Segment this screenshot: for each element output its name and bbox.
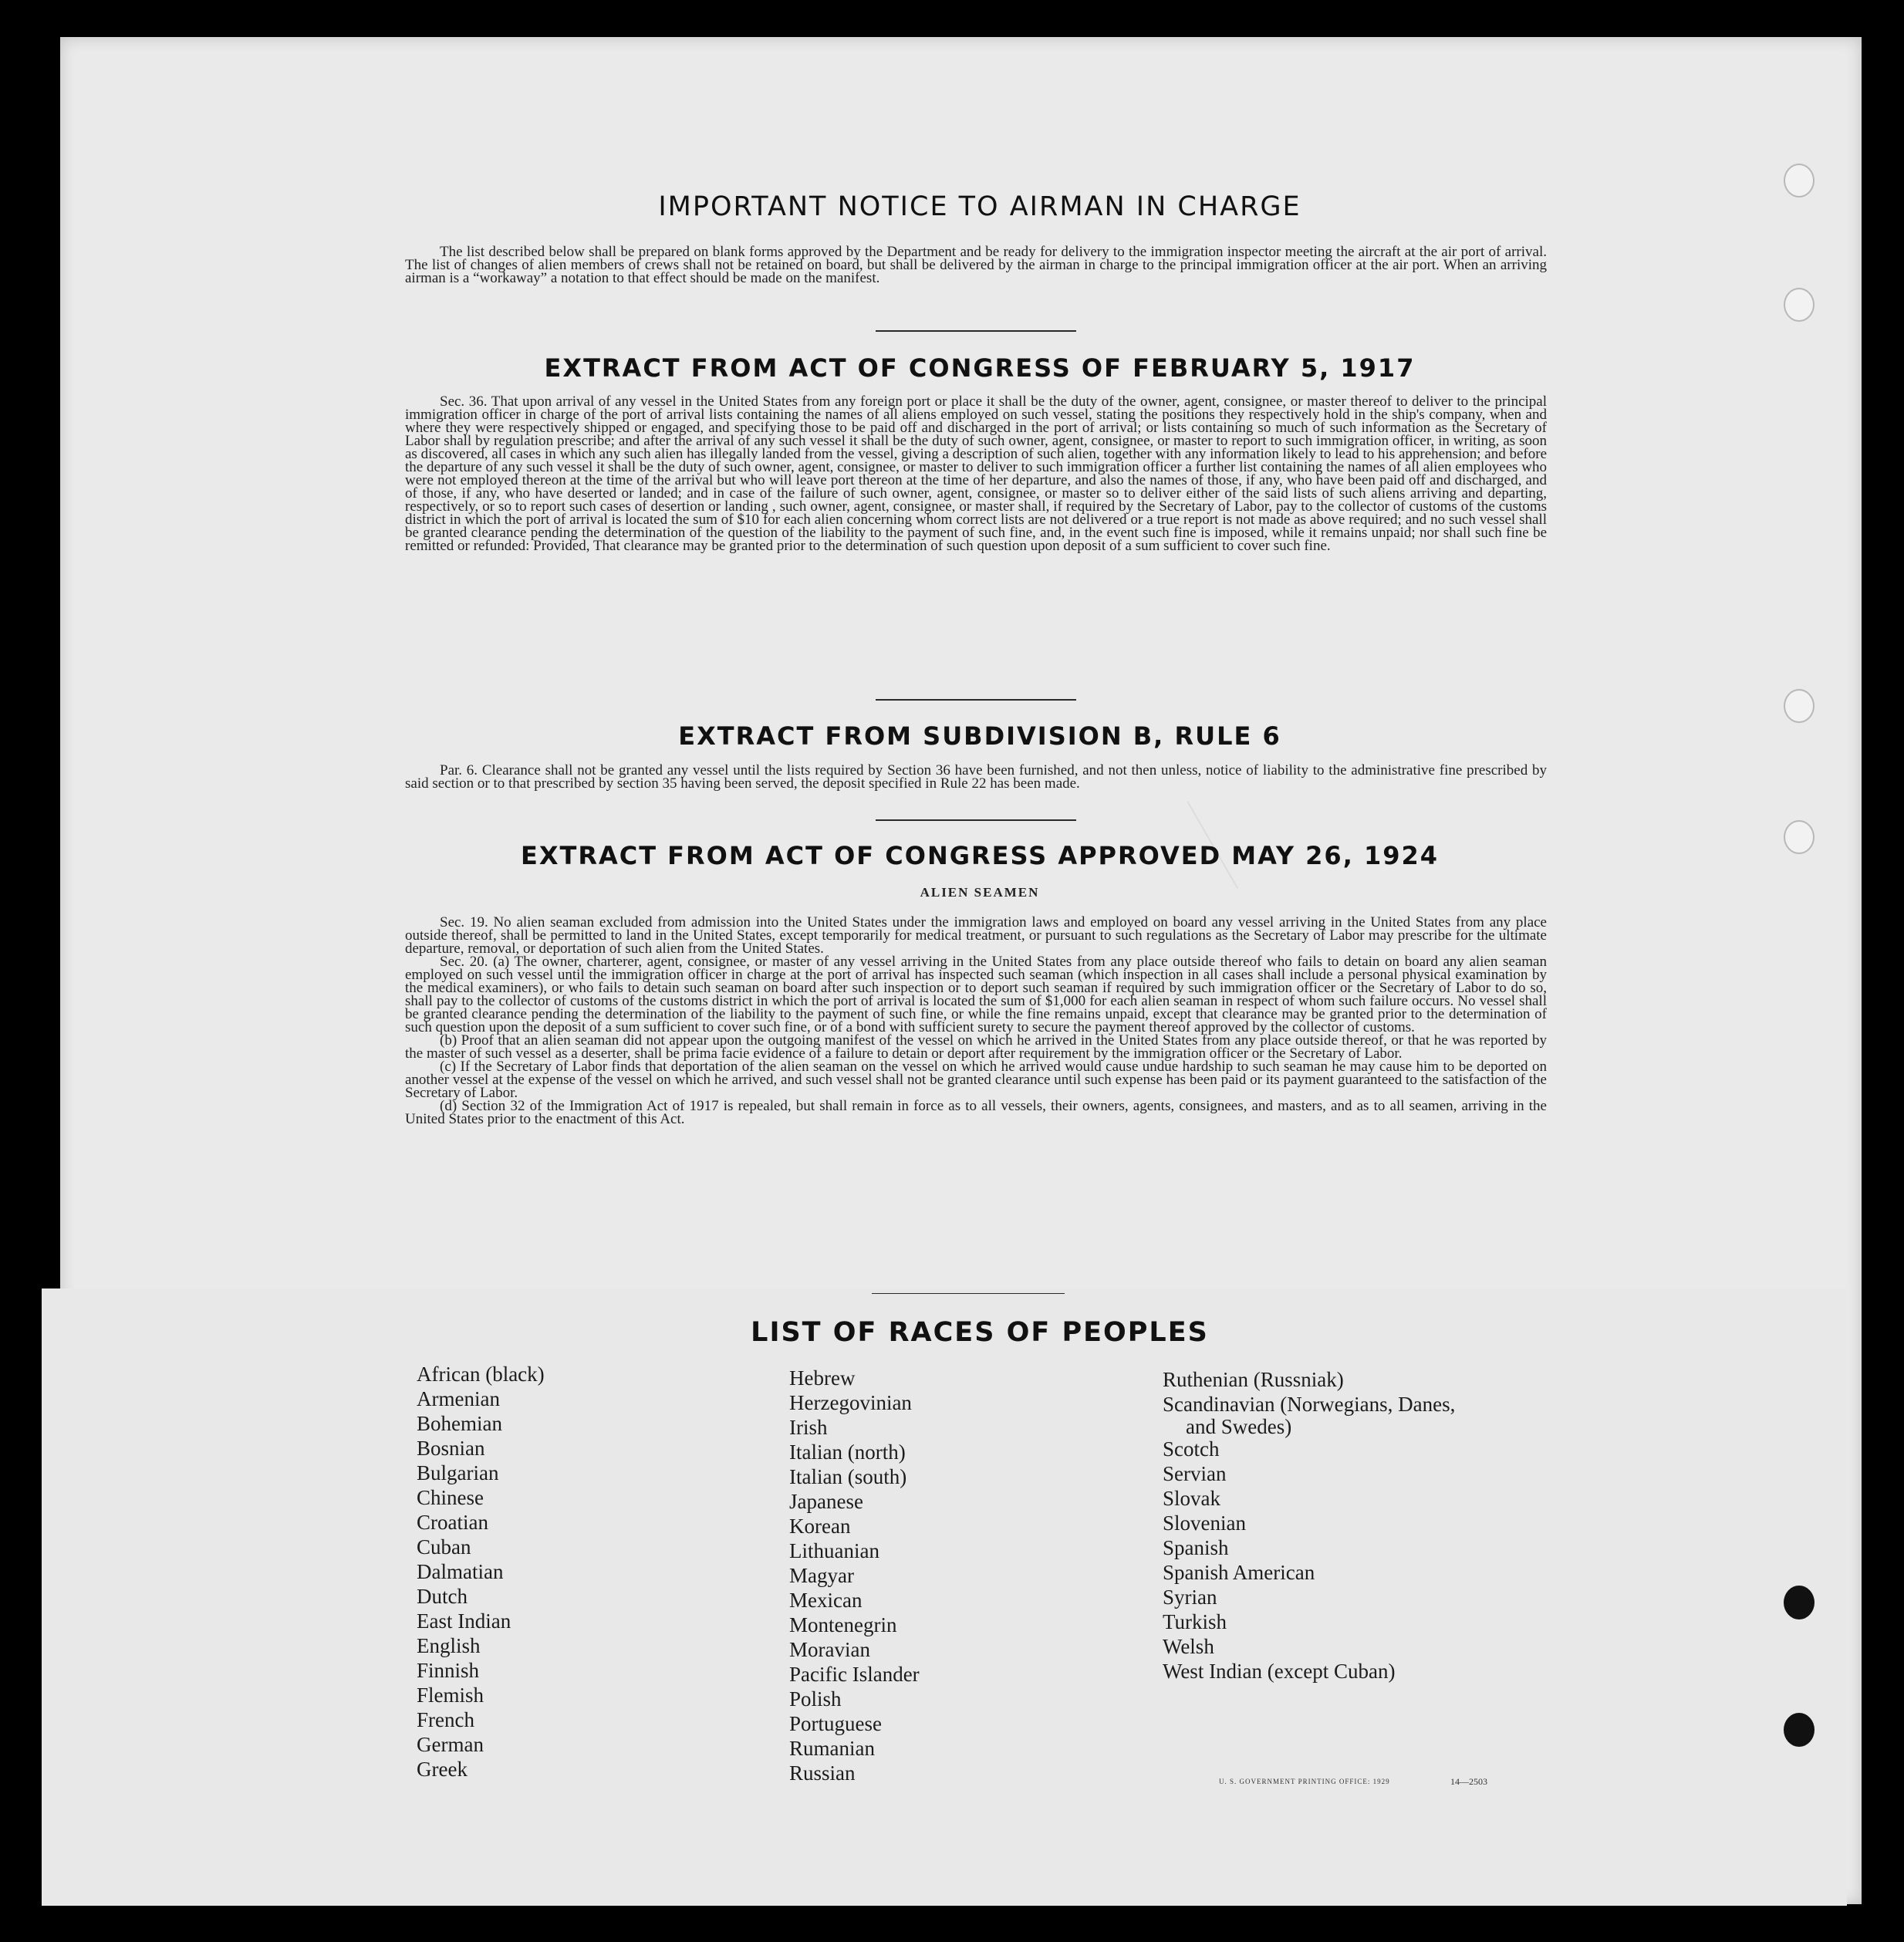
race-item: Chinese bbox=[417, 1486, 484, 1509]
race-item: Turkish bbox=[1163, 1610, 1227, 1633]
race-item: Finnish bbox=[417, 1659, 480, 1682]
race-item: Cuban bbox=[417, 1535, 471, 1559]
race-item: Russian bbox=[789, 1761, 856, 1785]
race-item: Slovenian bbox=[1163, 1511, 1246, 1535]
race-item: Pacific Islander bbox=[789, 1663, 920, 1686]
races-column-2 bbox=[789, 1366, 920, 1785]
printer-imprint: U. S. GOVERNMENT PRINTING OFFICE: 1929 bbox=[1219, 1778, 1390, 1785]
races-column-1 bbox=[417, 1362, 545, 1782]
race-item: Herzegovinian bbox=[789, 1391, 912, 1414]
rule-6-paragraph: Par. 6. Clearance shall not be granted any vessel until the lists required by Section 36 have been furnished, and not then unless, notice of liability to the administrative fine prescribed by said section or to that prescribed by section 35 having been served, the deposit specified in Rule 22 has been made. bbox=[405, 762, 1547, 792]
race-item: Armenian bbox=[417, 1387, 500, 1410]
race-item: Montenegrin bbox=[789, 1613, 897, 1636]
act-1924-body bbox=[405, 916, 1547, 1126]
race-item: Moravian bbox=[789, 1638, 870, 1661]
race-item: English bbox=[417, 1634, 481, 1657]
races-column-3 bbox=[1163, 1367, 1455, 1684]
race-item: Greek bbox=[417, 1758, 468, 1781]
race-item: Spanish bbox=[1163, 1536, 1229, 1559]
race-item: East Indian bbox=[417, 1609, 511, 1633]
race-item: Ruthenian (Russniak) bbox=[1163, 1368, 1344, 1391]
race-item: African (black) bbox=[417, 1363, 545, 1386]
race-item: French bbox=[417, 1708, 474, 1731]
race-item: Syrian bbox=[1163, 1586, 1217, 1609]
rule-6-body bbox=[405, 764, 1547, 790]
act-1924-sec-19: Sec. 19. No alien seaman excluded from admission into the United States under the immigration laws and employed on board any vessel arriving in the United States from any place outside thereof, shall be permitted to land in the United States, except temporarily for medical treatment, or pursuant to such regulations as the Secretary of Labor may prescribe for the ultimate departure, removal, or deportation of such alien from the United States. bbox=[405, 914, 1547, 957]
act-1917-paragraph: Sec. 36. That upon arrival of any vessel in the United States from any foreign port or place it shall be the duty of the owner, agent, consignee, or master thereof to deliver to the principal immigration officer in charge of the port of arrival lists containing the names of all aliens employed on such vessel, stating the positions they respectively hold in the ship's company, when and where they were respectively shipped or engaged, and specifying those to be paid off and discharged in the port of arrival; or lists containing so much of such information as the Secretary of Labor shall by regulation prescribe; and after the arrival of any such vessel it shall be the duty of such owner, agent, consignee, or master to report to such immigration officer, in writing, as soon as discovered, all cases in which any such alien has illegally landed from the vessel, giving a description of such alien, together with any information likely to lead to his apprehension; and before the departure of any such vessel it shall be the duty of such owner, agent, consignee, or master to deliver to such immigration officer a further list containing the names of all alien employees who were not employed thereon at the time of the arrival but who will leave port thereon at the time of her departure, and also the names of those, if any, who have been paid off and discharged, and of those, if any, who have deserted or landed; and in case of the failure of such owner, agent, consignee, or master so to deliver either of the said lists of such aliens arriving and departing, respectively, or so to report such cases of desertion or landing , such owner, agent, consignee, or master shall, if required by the Secretary of Labor, pay to the collector of customs of the customs district in which the port of arrival is located the sum of $10 for each alien concerning whom correct lists are not delivered or a true report is not made as above required; and no such vessel shall be granted clearance pending the determination of the question of the liability to the payment of such fine, and, in the event such fine is imposed, while it remains unpaid; nor shall such fine be remitted or refunded: Provided, That clearance may be granted prior to the determination of such question upon deposit of a sum sufficient to cover such fine. bbox=[405, 393, 1547, 554]
race-item: Scotch bbox=[1163, 1437, 1220, 1461]
notice-title: IMPORTANT NOTICE TO AIRMAN IN CHARGE bbox=[658, 191, 1301, 222]
race-item: Portuguese bbox=[789, 1712, 882, 1735]
race-item: Scandinavian (Norwegians, Danes, bbox=[1163, 1393, 1456, 1416]
race-item: Mexican bbox=[789, 1589, 863, 1612]
race-item: Magyar bbox=[789, 1564, 854, 1587]
race-item: Dutch bbox=[417, 1585, 468, 1608]
section-divider bbox=[872, 1293, 1065, 1294]
race-item: Polish bbox=[789, 1687, 842, 1711]
section-divider bbox=[876, 330, 1076, 332]
race-item: Bohemian bbox=[417, 1412, 502, 1435]
form-number: 14—2503 bbox=[1450, 1776, 1487, 1787]
race-item: Bosnian bbox=[417, 1437, 485, 1460]
race-item: Italian (south) bbox=[789, 1465, 907, 1488]
act-1924-subtitle: ALIEN SEAMEN bbox=[920, 885, 1040, 900]
notice-body bbox=[405, 245, 1547, 285]
section-divider bbox=[876, 819, 1076, 821]
race-item: Korean bbox=[789, 1515, 851, 1538]
act-1917-title: EXTRACT FROM ACT OF CONGRESS OF FEBRUARY 5, 1917 bbox=[544, 353, 1416, 383]
race-item: West Indian (except Cuban) bbox=[1163, 1660, 1396, 1683]
race-item: Welsh bbox=[1163, 1635, 1214, 1658]
race-item-continuation: and Swedes) bbox=[1186, 1415, 1292, 1438]
race-item: Japanese bbox=[789, 1490, 863, 1513]
race-item: Italian (north) bbox=[789, 1440, 906, 1464]
race-item: Lithuanian bbox=[789, 1539, 879, 1562]
act-1924-sec-20b: (b) Proof that an alien seaman did not appear upon the outgoing manifest of the vessel on which he arrived in the United States from any place outside thereof, or that he was reported by the master of such vessel as a deserter, shall be prima facie evidence of a failure to detain or deport after requirement by the immigration officer or the Secretary of Labor. bbox=[405, 1032, 1547, 1062]
race-item: Servian bbox=[1163, 1462, 1227, 1485]
race-item: Flemish bbox=[417, 1684, 484, 1707]
rule-6-title: EXTRACT FROM SUBDIVISION B, RULE 6 bbox=[678, 721, 1281, 751]
act-1924-sec-20d: (d) Section 32 of the Immigration Act of 1917 is repealed, but shall remain in force as to all vessels, their owners, agents, consignees, and masters, and as to all seamen, arriving in the United States prior to the enactment of this Act. bbox=[405, 1098, 1547, 1127]
notice-paragraph: The list described below shall be prepared on blank forms approved by the Department and be ready for delivery to the immigration inspector meeting the aircraft at the air port of arrival. The list of changes of alien members of crews shall not be retained on board, but shall be delivered by the airman in charge to the principal immigration officer at the air port. When an arriving airman is a “workaway” a notation to that effect should be made on the manifest. bbox=[405, 244, 1547, 286]
race-item: Irish bbox=[789, 1416, 828, 1439]
race-item: Rumanian bbox=[789, 1737, 875, 1760]
act-1917-body bbox=[405, 395, 1547, 552]
act-1924-title: EXTRACT FROM ACT OF CONGRESS APPROVED MAY 26, 1924 bbox=[520, 841, 1440, 870]
act-1924-sec-20c: (c) If the Secretary of Labor finds that deportation of the alien seaman on the vessel on which he arrived would cause undue hardship to such seaman he may cause him to be deported on another vessel at the expense of the vessel on which he arrived, and such vessel shall not be granted clearance until such expense has been paid or its payment guaranteed to the satisfaction of the Secretary of Labor. bbox=[405, 1059, 1547, 1101]
races-title: LIST OF RACES OF PEOPLES bbox=[751, 1317, 1209, 1348]
act-1924-sec-20a: Sec. 20. (a) The owner, charterer, agent, consignee, or master of any vessel arriving in the United States from any place outside thereof who fails to detain on board any alien seaman employed on such vessel until the immigration officer in charge at the port of arrival has inspected such seaman (which inspection in all cases shall include a personal physical examination by the medical examiners), or who fails to detain such seaman on board after such inspection or to deport such seaman if required by such immigration officer or the Secretary of Labor to do so, shall pay to the collector of customs of the customs district in which the port of arrival is located the sum of $1,000 for each alien seaman in respect of whom such failure occurs. No vessel shall be granted clearance pending the determination of the liability to the payment of such fine, or while the fine remains unpaid, except that clearance may be granted prior to the determination of such question upon the deposit of a sum sufficient to cover such fine, or of a bond with sufficient surety to secure the payment thereof approved by the collector of customs. bbox=[405, 954, 1547, 1035]
race-item: Bulgarian bbox=[417, 1461, 499, 1484]
race-item: Slovak bbox=[1163, 1487, 1221, 1510]
race-item: Spanish American bbox=[1163, 1561, 1315, 1584]
race-item: German bbox=[417, 1733, 484, 1756]
race-item: Dalmatian bbox=[417, 1560, 504, 1583]
section-divider bbox=[876, 699, 1076, 701]
race-item: Hebrew bbox=[789, 1366, 856, 1390]
race-item: Croatian bbox=[417, 1511, 488, 1534]
